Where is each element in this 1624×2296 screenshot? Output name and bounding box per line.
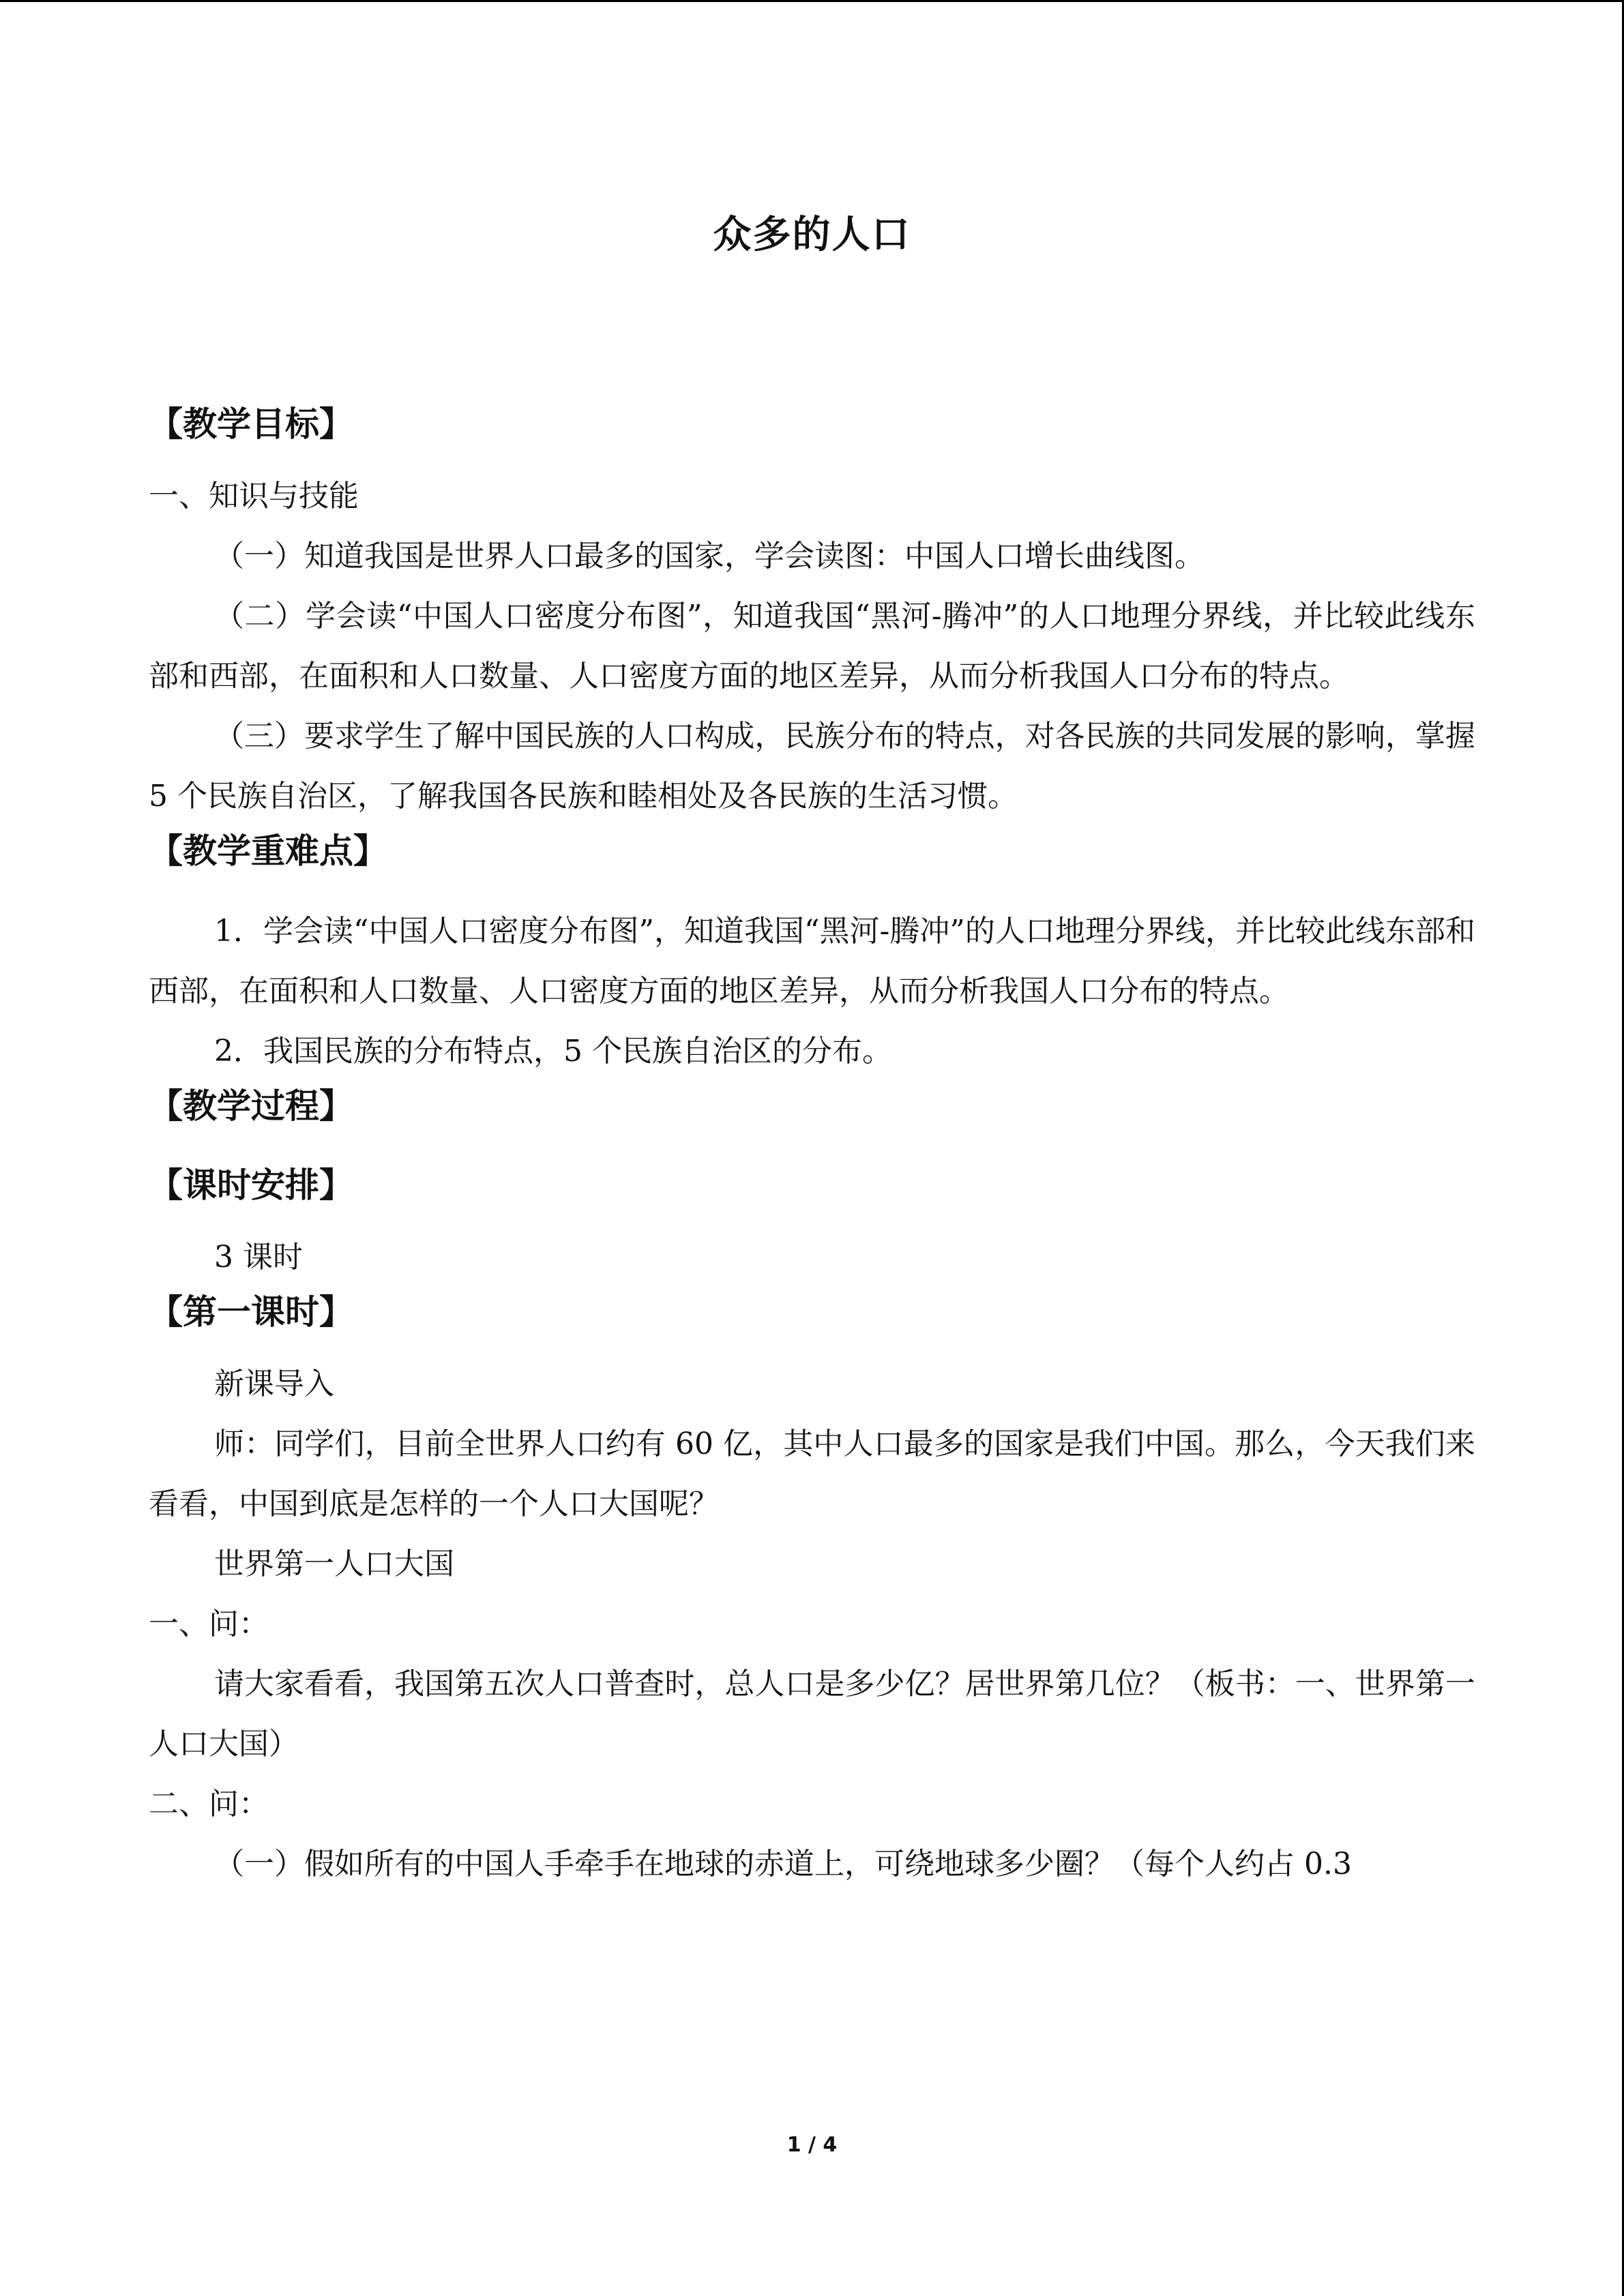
heading-teaching-goals: 【教学目标】 (149, 404, 353, 444)
heading-schedule: 【课时安排】 (149, 1165, 353, 1205)
key-points-paragraph-2: 2．我国民族的分布特点，5 个民族自治区的分布。 (214, 1034, 892, 1069)
goals-paragraph-1: （一）知道我国是世界人口最多的国家，学会读图：中国人口增长曲线图。 (214, 539, 1205, 573)
top-border-line (0, 0, 1624, 2)
heading-key-points: 【教学重难点】 (149, 831, 387, 871)
heading-lesson-1: 【第一课时】 (149, 1292, 353, 1332)
lesson1-teacher-text: 师：同学们，目前全世界人口约有 60 亿，其中人口最多的国家是我们中国。那么，今天我们来看看，中国到底是怎样的一个人口大国呢？ (149, 1427, 1475, 1521)
key-points-paragraph-1: 1．学会读“中国人口密度分布图”，知道我国“黑河-腾冲”的人口地理分界线，并比较此线东部和西部，在面积和人口数量、人口密度方面的地区差异，从而分析我国人口分布的特点。 (149, 914, 1475, 1009)
goals-paragraph-3: （三）要求学生了解中国民族的人口构成，民族分布的特点，对各民族的共同发展的影响，掌握 5 个民族自治区，了解我国各民族和睦相处及各民族的生活习惯。 (149, 719, 1475, 814)
page-number: 1 / 4 (786, 2133, 838, 2157)
schedule-text: 3 课时 (214, 1240, 303, 1274)
lesson1-question-2-text: （一）假如所有的中国人手牵手在地球的赤道上，可绕地球多少圈？（每个人约占 0.3 (214, 1847, 1352, 1881)
lesson1-topic: 世界第一人口大国 (214, 1547, 454, 1581)
goals-subheading: 一、知识与技能 (149, 479, 359, 513)
document-body (149, 205, 1475, 1894)
lesson1-question-1-text: 请大家看看，我国第五次人口普查时，总人口是多少亿？居世界第几位？（板书：一、世界第一人口大国） (149, 1667, 1475, 1761)
lesson1-intro: 新课导入 (214, 1367, 334, 1401)
document-title: 众多的人口 (713, 212, 911, 257)
heading-teaching-process: 【教学过程】 (149, 1086, 353, 1126)
goals-paragraph-2: （二）学会读“中国人口密度分布图”，知道我国“黑河-腾冲”的人口地理分界线，并比较此线东部和西部，在面积和人口数量、人口密度方面的地区差异，从而分析我国人口分布的特点。 (149, 599, 1475, 694)
lesson1-question-1-label: 一、问： (149, 1607, 269, 1641)
lesson1-question-2-label: 二、问： (149, 1787, 269, 1821)
